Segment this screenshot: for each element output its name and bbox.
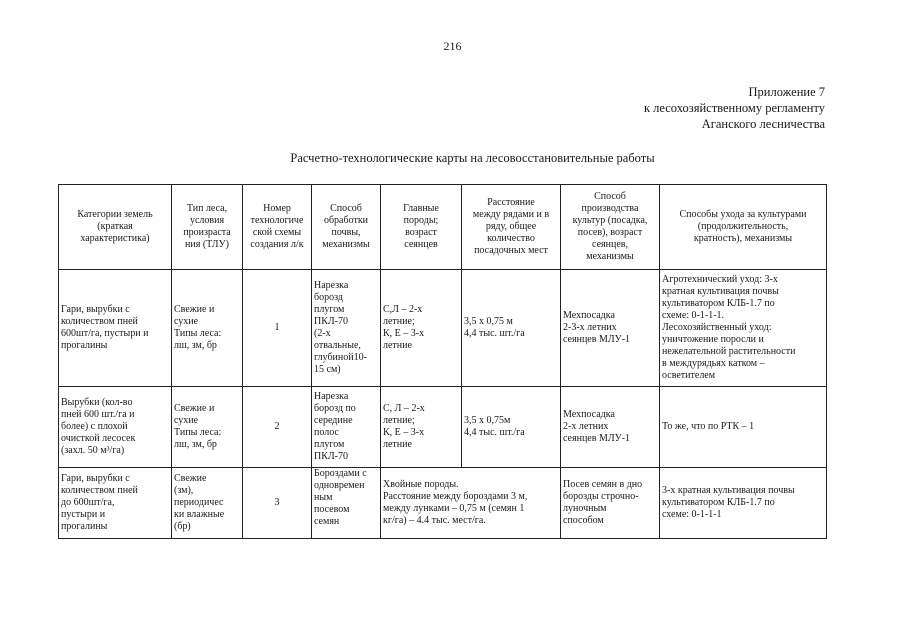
cell-scheme-number: 3 xyxy=(243,468,312,539)
document-title: Расчетно-технологические карты на лесовосстановительные работы xyxy=(290,151,655,165)
appendix-line-1: Приложение 7 xyxy=(748,85,825,99)
cell-land-category: Гари, вырубки с количеством пней до 600шт/га, пустыри и прогалины xyxy=(59,468,172,539)
cell-forest-type: Свежие (зм), периодичес ки влажные (бр) xyxy=(172,468,243,539)
cell-forest-type: Свежие и сухие Типы леса: лш, зм, бр xyxy=(172,387,243,468)
cell-care-methods: Агротехнический уход: 3-х кратная культивация почвы культиватором КЛБ-1.7 по схеме: 0-1-1-1. Лесохозяйственный уход: уничтожение поросли и нежелательной растительности в междурядьях катком – осветителем xyxy=(660,270,827,387)
table-row xyxy=(59,468,827,539)
appendix-line-3: Аганского лесничества xyxy=(701,117,825,131)
cell-main-species: С, Л – 2-х летние; К, Е – 3-х летние xyxy=(381,387,462,468)
table-header-row xyxy=(59,185,827,270)
cell-production-method: Посев семян в дно борозды строчно- луночным способом xyxy=(561,468,660,539)
cell-soil-treatment: Нарезка борозд плугом ПКЛ-70 (2-х отвальные, глубиной10- 15 см) xyxy=(312,270,381,387)
cell-soil-treatment: Нарезка борозд по середине полос плугом ПКЛ-70 xyxy=(312,387,381,468)
cell-care-methods: 3-х кратная культивация почвы культиватором КЛБ-1.7 по схеме: 0-1-1-1 xyxy=(660,468,827,539)
header-spacing: Расстояние между рядами и в ряду, общее количество посадочных мест xyxy=(462,185,561,270)
cell-care-methods: То же, что по РТК – 1 xyxy=(660,387,827,468)
appendix-header xyxy=(644,84,825,132)
cell-land-category: Гари, вырубки с количеством пней 600шт/га, пустыри и прогалины xyxy=(59,270,172,387)
header-production-method: Способ производства культур (посадка, посев), возраст сеянцев, механизмы xyxy=(561,185,660,270)
header-land-category: Категории земель (краткая характеристика) xyxy=(59,185,172,270)
cell-production-method: Мехпосадка 2-х летних сеянцев МЛУ-1 xyxy=(561,387,660,468)
cell-production-method: Мехпосадка 2-3-х летних сеянцев МЛУ-1 xyxy=(561,270,660,387)
table-row xyxy=(59,270,827,387)
cell-scheme-number: 1 xyxy=(243,270,312,387)
cell-main-species: С,Л – 2-х летние; К, Е – 3-х летние xyxy=(381,270,462,387)
header-forest-type: Тип леса, условия произраста ния (ТЛУ) xyxy=(172,185,243,270)
page-number: 216 xyxy=(443,39,462,53)
technology-cards-table xyxy=(58,184,827,539)
appendix-line-2: к лесохозяйственному регламенту xyxy=(643,101,825,115)
table-row xyxy=(59,387,827,468)
cell-soil-treatment: Бороздами с одновремен ным посевом семян xyxy=(312,468,381,539)
header-main-species: Главные породы; возраст сеянцев xyxy=(381,185,462,270)
cell-spacing: 3,5 х 0,75 м 4,4 тыс. шт./га xyxy=(462,270,561,387)
cell-scheme-number: 2 xyxy=(243,387,312,468)
header-scheme-number: Номер технологиче ской схемы создания л/к xyxy=(243,185,312,270)
cell-forest-type: Свежие и сухие Типы леса: лш, зм, бр xyxy=(172,270,243,387)
header-care-methods: Способы ухода за культурами (продолжительность, кратность), механизмы xyxy=(660,185,827,270)
cell-species-and-spacing: Хвойные породы. Расстояние между бороздами 3 м, между лунками – 0,75 м (семян 1 кг/га) – 4.4 тыс. мест/га. xyxy=(381,468,561,539)
header-soil-treatment: Способ обработки почвы, механизмы xyxy=(312,185,381,270)
cell-land-category: Вырубки (кол-во пней 600 шт./га и более) с плохой очисткой лесосек (захл. 50 м³/га) xyxy=(59,387,172,468)
cell-spacing: 3,5 х 0,75м 4,4 тыс. шт./га xyxy=(462,387,561,468)
